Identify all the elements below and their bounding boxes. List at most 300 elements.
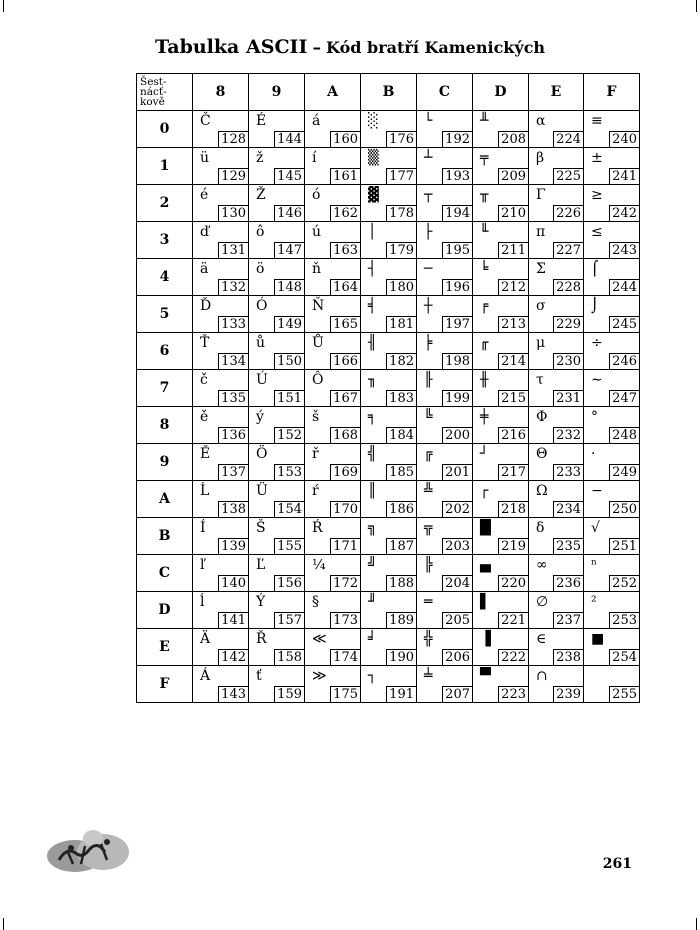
cell-code: 194 — [442, 205, 472, 221]
cell-code: 158 — [274, 649, 304, 665]
cell-code: 171 — [330, 538, 360, 554]
cell-character: í — [312, 150, 317, 166]
table-cell — [361, 518, 417, 555]
cell-code: 134 — [218, 353, 248, 369]
cell-character: ² — [591, 594, 597, 610]
cell-code: 189 — [386, 612, 416, 628]
cell-code: 237 — [553, 612, 583, 628]
cell-character: ╕ — [368, 409, 377, 425]
cell-character: ▄ — [480, 557, 491, 573]
table-cell — [473, 259, 529, 296]
title-separator: – — [312, 38, 321, 58]
cell-code: 246 — [609, 353, 639, 369]
cell-code: 172 — [330, 575, 360, 591]
cell-code: 214 — [498, 353, 528, 369]
header-row — [137, 74, 640, 111]
table-row — [137, 666, 640, 703]
cell-code: 212 — [498, 279, 528, 295]
table-cell — [305, 370, 361, 407]
table-cell — [584, 629, 640, 666]
cell-code: 193 — [442, 168, 472, 184]
cell-character: ╢ — [368, 335, 377, 351]
cell-character: ± — [591, 150, 603, 166]
table-cell — [249, 185, 305, 222]
cell-code: 132 — [218, 279, 248, 295]
row-header: 2 — [137, 185, 193, 222]
cell-code: 184 — [386, 427, 416, 443]
cell-character: Ô — [312, 372, 324, 388]
cell-character: ╗ — [368, 520, 377, 536]
cell-character: ů — [256, 335, 266, 351]
table-cell — [249, 259, 305, 296]
cell-code: 213 — [498, 316, 528, 332]
cell-code: 149 — [274, 316, 304, 332]
cell-code: 249 — [609, 464, 639, 480]
cell-code: 152 — [274, 427, 304, 443]
cell-character: ╘ — [480, 261, 489, 277]
cell-character: ■ — [591, 631, 605, 647]
table-cell — [584, 481, 640, 518]
cell-code: 170 — [330, 501, 360, 517]
cell-character: ╟ — [424, 372, 433, 388]
cell-code: 236 — [553, 575, 583, 591]
cell-character: ö — [256, 261, 265, 277]
table-cell — [193, 111, 249, 148]
table-cell — [417, 296, 473, 333]
cell-character: Ů — [312, 335, 324, 351]
cell-code: 187 — [386, 538, 416, 554]
cell-code: 229 — [553, 316, 583, 332]
cell-character: Ť — [200, 335, 210, 351]
table-cell — [361, 629, 417, 666]
table-cell — [305, 148, 361, 185]
column-header: 8 — [193, 74, 249, 111]
table-cell — [193, 555, 249, 592]
cell-code: 144 — [274, 131, 304, 147]
cell-code: 176 — [386, 131, 416, 147]
table-cell — [584, 333, 640, 370]
cell-character: ╡ — [368, 298, 377, 314]
table-cell — [473, 555, 529, 592]
cell-character: β — [536, 150, 545, 166]
cell-character: ⁿ — [591, 557, 598, 573]
cell-code: 157 — [274, 612, 304, 628]
cell-character: ĺ — [200, 594, 205, 610]
cell-character: É — [256, 113, 267, 129]
table-cell — [584, 111, 640, 148]
row-header: B — [137, 518, 193, 555]
page-number: 261 — [602, 856, 632, 872]
cell-character: ╤ — [480, 150, 489, 166]
cell-code: 195 — [442, 242, 472, 258]
table-cell — [584, 370, 640, 407]
table-row — [137, 370, 640, 407]
table-cell — [473, 629, 529, 666]
table-cell — [417, 481, 473, 518]
cell-character: ü — [200, 150, 210, 166]
table-cell — [417, 148, 473, 185]
cell-character: ľ — [200, 557, 205, 573]
table-cell — [417, 333, 473, 370]
cell-code: 205 — [442, 612, 472, 628]
cell-code: 178 — [386, 205, 416, 221]
cell-code: 230 — [553, 353, 583, 369]
table-cell — [361, 444, 417, 481]
cell-code: 201 — [442, 464, 472, 480]
row-header: 5 — [137, 296, 193, 333]
cell-character: ▓ — [368, 187, 379, 203]
cell-character: ý — [256, 409, 264, 425]
table-cell — [249, 518, 305, 555]
table-cell — [193, 518, 249, 555]
table-cell — [417, 111, 473, 148]
cell-code: 131 — [218, 242, 248, 258]
title-main: Tabulka ASCII — [154, 36, 308, 58]
table-cell — [529, 259, 584, 296]
cell-character: ď — [200, 224, 209, 240]
table-cell — [584, 185, 640, 222]
column-header: A — [305, 74, 361, 111]
cell-character: ╬ — [424, 631, 433, 647]
table-cell — [417, 666, 473, 703]
table-row — [137, 296, 640, 333]
cell-code: 202 — [442, 501, 472, 517]
table-cell — [305, 666, 361, 703]
cell-character: § — [312, 594, 319, 610]
cell-character: ╫ — [480, 372, 489, 388]
table-cell — [193, 370, 249, 407]
cell-character: Ω — [536, 483, 548, 499]
cell-code: 135 — [218, 390, 248, 406]
table-cell — [417, 407, 473, 444]
table-cell — [361, 148, 417, 185]
cell-code: 197 — [442, 316, 472, 332]
cell-character: ┼ — [424, 298, 433, 314]
cell-character: č — [200, 372, 208, 388]
cell-character: Ě — [200, 446, 211, 462]
table-cell — [193, 296, 249, 333]
table-cell — [249, 666, 305, 703]
row-header: 0 — [137, 111, 193, 148]
cell-code: 183 — [386, 390, 416, 406]
cell-code: 231 — [553, 390, 583, 406]
row-header: 7 — [137, 370, 193, 407]
title-subtitle: Kód bratří Kamenických — [326, 38, 546, 57]
cell-character: é — [200, 187, 209, 203]
table-cell — [417, 185, 473, 222]
cell-character: ░ — [368, 113, 379, 129]
corner-line: Šest- — [140, 76, 167, 88]
cell-code: 255 — [609, 686, 639, 702]
table-cell — [249, 407, 305, 444]
table-cell — [305, 296, 361, 333]
cell-code: 133 — [218, 316, 248, 332]
cell-code: 222 — [498, 649, 528, 665]
cell-character: Ö — [256, 446, 268, 462]
cell-code: 164 — [330, 279, 360, 295]
cell-character: Č — [200, 113, 211, 129]
cell-code: 129 — [218, 168, 248, 184]
table-cell — [529, 481, 584, 518]
table-cell — [473, 148, 529, 185]
table-cell — [529, 185, 584, 222]
crop-mark-top-left — [3, 0, 4, 12]
table-cell — [193, 481, 249, 518]
table-cell — [584, 222, 640, 259]
cell-code: 209 — [498, 168, 528, 184]
table-cell — [249, 370, 305, 407]
cell-code: 225 — [553, 168, 583, 184]
cell-code: 232 — [553, 427, 583, 443]
cell-code: 175 — [330, 686, 360, 702]
cell-code: 174 — [330, 649, 360, 665]
cell-code: 216 — [498, 427, 528, 443]
cell-character: ⌠ — [591, 261, 599, 277]
column-header: E — [529, 74, 584, 111]
table-cell — [417, 592, 473, 629]
table-cell — [305, 222, 361, 259]
table-cell — [584, 592, 640, 629]
table-cell — [417, 444, 473, 481]
table-row — [137, 333, 640, 370]
cell-code: 180 — [386, 279, 416, 295]
cell-code: 221 — [498, 612, 528, 628]
cell-character: ╞ — [424, 335, 433, 351]
table-cell — [305, 111, 361, 148]
cell-character: ╦ — [424, 520, 433, 536]
table-cell — [473, 185, 529, 222]
cell-code: 179 — [386, 242, 416, 258]
table-cell — [305, 407, 361, 444]
cell-character: ° — [591, 409, 598, 425]
ascii-table — [136, 73, 640, 703]
row-header: E — [137, 629, 193, 666]
cell-character: ä — [200, 261, 209, 277]
table-row — [137, 111, 640, 148]
table-cell — [249, 111, 305, 148]
row-header: 4 — [137, 259, 193, 296]
cell-code: 145 — [274, 168, 304, 184]
cell-character: ŕ — [312, 483, 319, 499]
cell-code: 167 — [330, 390, 360, 406]
cell-code: 224 — [553, 131, 583, 147]
table-cell — [417, 629, 473, 666]
table-cell — [473, 444, 529, 481]
cell-code: 166 — [330, 353, 360, 369]
table-cell — [305, 555, 361, 592]
cell-code: 220 — [498, 575, 528, 591]
table-cell — [473, 518, 529, 555]
table-cell — [473, 666, 529, 703]
cell-character: ô — [256, 224, 265, 240]
cell-code: 160 — [330, 131, 360, 147]
table-cell — [305, 481, 361, 518]
cell-character: ▌ — [480, 594, 491, 610]
cell-character: Š — [256, 520, 266, 536]
cell-character: ╔ — [424, 446, 433, 462]
table-cell — [529, 555, 584, 592]
cell-code: 192 — [442, 131, 472, 147]
corner-header — [137, 74, 193, 111]
table-row — [137, 259, 640, 296]
table-cell — [529, 111, 584, 148]
cell-code: 241 — [609, 168, 639, 184]
cell-character: Í — [200, 520, 206, 536]
cell-code: 245 — [609, 316, 639, 332]
cell-character: ┐ — [368, 668, 377, 684]
cell-character: ž — [256, 150, 264, 166]
cell-character: Ü — [256, 483, 268, 499]
cell-character: ≪ — [312, 631, 327, 647]
cell-character: ě — [200, 409, 209, 425]
cell-character: ≥ — [591, 187, 603, 203]
cell-character: ╚ — [424, 409, 433, 425]
table-cell — [361, 481, 417, 518]
cell-character: ╧ — [424, 668, 433, 684]
cell-code: 228 — [553, 279, 583, 295]
cell-code: 198 — [442, 353, 472, 369]
table-cell — [249, 296, 305, 333]
table-cell — [473, 296, 529, 333]
cell-code: 217 — [498, 464, 528, 480]
cell-code: 136 — [218, 427, 248, 443]
cell-character: Γ — [536, 187, 546, 203]
cell-code: 223 — [498, 686, 528, 702]
cell-character: ═ — [424, 594, 433, 610]
cell-character: Ú — [256, 372, 268, 388]
cell-code: 240 — [609, 131, 639, 147]
table-cell — [529, 666, 584, 703]
cell-code: 210 — [498, 205, 528, 221]
cell-character: █ — [480, 520, 491, 536]
cell-code: 169 — [330, 464, 360, 480]
table-cell — [249, 444, 305, 481]
cell-code: 251 — [609, 538, 639, 554]
cell-character: └ — [424, 113, 433, 129]
table-cell — [529, 222, 584, 259]
cell-code: 226 — [553, 205, 583, 221]
cell-code: 163 — [330, 242, 360, 258]
cell-code: 173 — [330, 612, 360, 628]
cell-character: ╛ — [368, 631, 377, 647]
cell-character: ┘ — [480, 446, 489, 462]
table-row — [137, 222, 640, 259]
cell-character: σ — [536, 298, 546, 314]
cell-character: ▀ — [480, 668, 491, 684]
cell-character: ├ — [424, 224, 433, 240]
cell-code: 138 — [218, 501, 248, 517]
table-cell — [584, 555, 640, 592]
crop-mark-top-right — [696, 0, 697, 12]
table-cell — [193, 333, 249, 370]
table-row — [137, 444, 640, 481]
cell-character: δ — [536, 520, 545, 536]
table-cell — [417, 259, 473, 296]
table-cell — [473, 222, 529, 259]
cell-character: ∼ — [591, 372, 603, 388]
cell-character: ∩ — [536, 668, 548, 684]
cell-code: 203 — [442, 538, 472, 554]
cell-code: 156 — [274, 575, 304, 591]
cell-code: 243 — [609, 242, 639, 258]
cell-character: ¼ — [312, 557, 326, 573]
cell-character: ┤ — [368, 261, 377, 277]
cell-code: 186 — [386, 501, 416, 517]
table-cell — [193, 185, 249, 222]
table-cell — [305, 185, 361, 222]
cell-code: 196 — [442, 279, 472, 295]
cell-code: 211 — [498, 242, 528, 258]
table-cell — [249, 222, 305, 259]
cell-code: 146 — [274, 205, 304, 221]
table-cell — [361, 296, 417, 333]
table-cell — [193, 259, 249, 296]
cell-code: 238 — [553, 649, 583, 665]
cell-character: ∞ — [536, 557, 548, 573]
cell-character: ó — [312, 187, 321, 203]
cell-code: 185 — [386, 464, 416, 480]
table-cell — [417, 370, 473, 407]
table-cell — [193, 629, 249, 666]
cell-character: ř — [312, 446, 319, 462]
cell-character: π — [536, 224, 546, 240]
table-cell — [361, 185, 417, 222]
crop-mark-bottom-left — [3, 918, 4, 930]
cell-code: 206 — [442, 649, 472, 665]
cell-character: Θ — [536, 446, 548, 462]
cell-code: 137 — [218, 464, 248, 480]
cell-character: ╝ — [368, 557, 377, 573]
table-cell — [305, 629, 361, 666]
table-row — [137, 407, 640, 444]
table-cell — [249, 592, 305, 629]
cell-code: 233 — [553, 464, 583, 480]
table-cell — [473, 370, 529, 407]
cell-character: μ — [536, 335, 546, 351]
cell-code: 199 — [442, 390, 472, 406]
row-header: 1 — [137, 148, 193, 185]
cell-code: 254 — [609, 649, 639, 665]
cell-code: 147 — [274, 242, 304, 258]
cell-character: Ň — [312, 298, 325, 314]
table-cell — [584, 666, 640, 703]
cell-code: 190 — [386, 649, 416, 665]
cell-code: 227 — [553, 242, 583, 258]
table-cell — [417, 518, 473, 555]
table-cell — [473, 592, 529, 629]
cell-code: 142 — [218, 649, 248, 665]
table-cell — [193, 444, 249, 481]
table-cell — [584, 148, 640, 185]
row-header: D — [137, 592, 193, 629]
cell-character: ╥ — [480, 187, 489, 203]
cell-code: 153 — [274, 464, 304, 480]
cell-character: ÷ — [591, 335, 603, 351]
table-cell — [529, 407, 584, 444]
cell-character: Ŕ — [312, 520, 323, 536]
table-row — [137, 185, 640, 222]
row-header: C — [137, 555, 193, 592]
cell-character: ▐ — [480, 631, 491, 647]
cell-character: − — [591, 483, 603, 499]
cell-code: 191 — [386, 686, 416, 702]
table-cell — [584, 444, 640, 481]
table-cell — [417, 222, 473, 259]
cell-code: 188 — [386, 575, 416, 591]
cell-character: ∅ — [536, 594, 549, 610]
corner-line: nácť- — [140, 86, 167, 98]
table-cell — [193, 592, 249, 629]
